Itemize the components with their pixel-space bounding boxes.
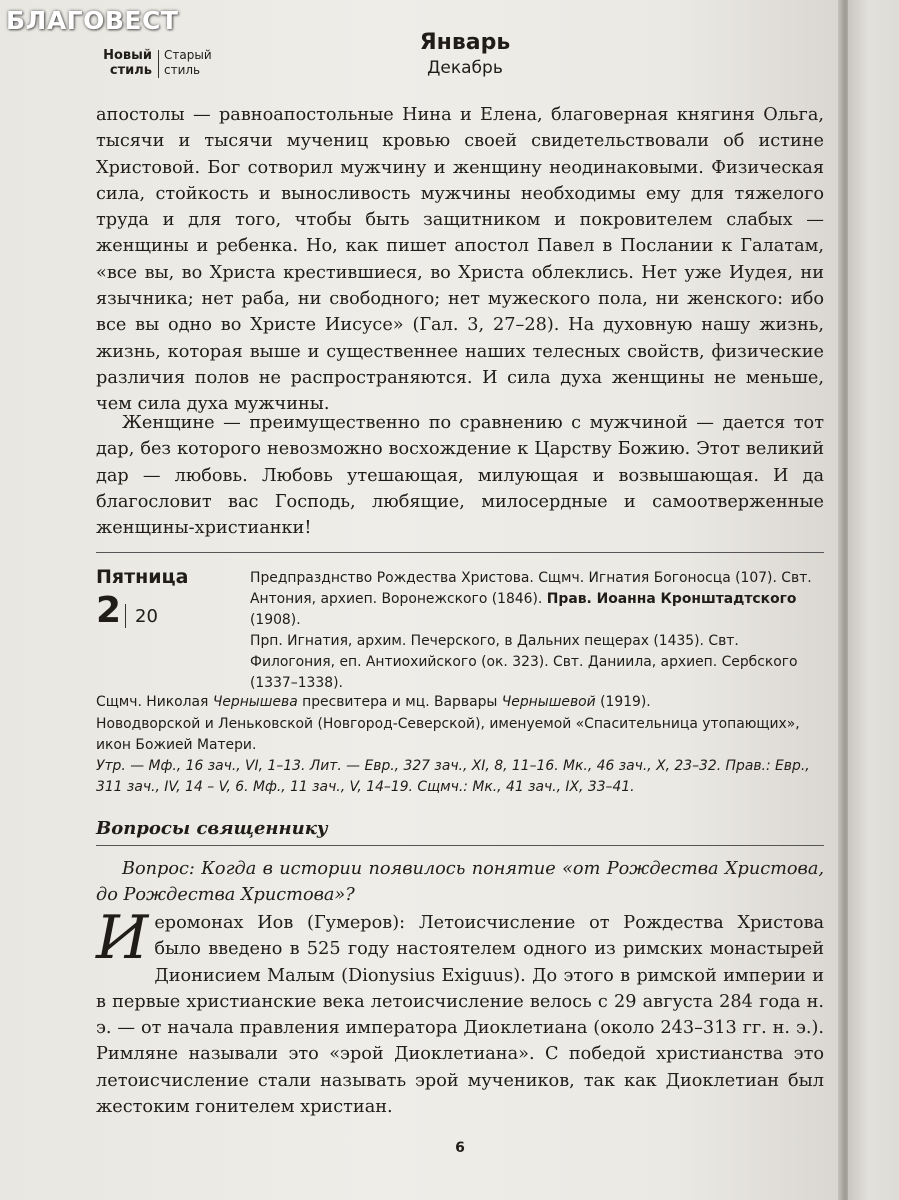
day-old-style: 20 xyxy=(135,606,158,627)
section-heading: Вопросы священнику xyxy=(96,818,328,839)
day-divider xyxy=(125,604,126,628)
paragraph-2: Женщине — преимущественно по сравнению с мужчиной — дается тот дар, без которого невозможно восхождение к Царству Божию. Этот великий дар — любовь. Любовь утешающая, милующая и возвышающая. И да благословит вас Господь, любящие, милосердные и самоотверженные женщины-христианки! xyxy=(96,413,824,539)
page-number: 6 xyxy=(455,1140,465,1156)
answer-body: еромонах Иов (Гумеров): Летоисчисление от Рождества Христова было введено в 525 году настоятелем одного из римских монастырей Дионисием Малым (Dionysius Exiguus). До этого в римской империи и в первые христианские века летоисчисление велось с 29 августа 284 года н. э. — от начала правления императора Диоклетиана (около 243–313 гг. н. э.). Римляне называли это «эрой Диоклетиана». С победой христианства это летоисчисление стали называть эрой мучеников, так как Диоклетиан был жестоким гонителем христиан. xyxy=(96,913,824,1118)
drop-cap: И xyxy=(96,903,149,973)
feast-text: пресвитера и мц. Варвары xyxy=(297,694,502,710)
readings: Утр. — Мф., 16 зач., VI, 1–13. Лит. — Евр., 327 зач., XI, 8, 11–16. Мк., 46 зач., X, 23–32. Прав.: Евр., 311 зач., IV, 14 – V, 6. Мф., 11 зач., V, 14–19. Сщмч.: Мк., 41 зач., IX, 33–41. xyxy=(96,758,810,795)
new-style-label: Новый стиль xyxy=(103,48,152,78)
feast-name-italic: Чернышева xyxy=(212,694,298,710)
feast-highlight: Прав. Иоанна Кронштадтского xyxy=(546,591,797,607)
feast-text: (1919). xyxy=(595,694,651,710)
day-number: 2 xyxy=(96,590,122,631)
feast-name-italic: Чернышевой xyxy=(501,694,596,710)
answer-text xyxy=(96,903,824,1120)
adjacent-page-edge xyxy=(848,0,899,1200)
watermark-logo: БЛАГОВЕСТ xyxy=(6,6,179,35)
paragraph-1: апостолы — равноапостольные Нина и Елена, благоверная княгиня Ольга, тысячи и тысячи мучениц кровью своей свидетельствовали об истине Христовой. Бог сотворил мужчину и женщину неодинаковыми. Физическая сила, стойкость и выносливость мужчины необходимы ему для тяжелого труда и для того, чтобы быть защитником и покровителем слабых — женщины и ребенка. Но, как пишет апостол Павел в Послании к Галатам, «все вы, во Христа крестившиеся, во Христа облеклись. Нет уже Иудея, ни язычника; нет раба, ни свободного; нет мужеского пола, ни женского: ибо все вы одно во Христе Иисусе» (Гал. 3, 27–28). На духовную нашу жизнь, жизнь, которая выше и существеннее наших телесных свойств, физические различия полов не распространяются. И сила духа женщины не меньше, чем сила духа мужчины. xyxy=(96,105,824,415)
feast-text: (1908). xyxy=(250,612,301,628)
feast-line-3 xyxy=(96,692,822,713)
style-divider xyxy=(158,50,159,78)
section-divider xyxy=(96,552,824,553)
section-heading-underline xyxy=(96,845,824,846)
feast-text: Предпразднство Рождества Христова. Сщмч. Игнатия Богоносца (107). Свт. Антония, архиеп. Воронежского (1846). xyxy=(250,570,812,607)
question-text: Вопрос: Когда в истории появилось понятие «от Рождества Христова, до Рождества Христова»? xyxy=(96,859,824,906)
old-style-label: Старый стиль xyxy=(164,48,212,77)
feast-line-2: Прп. Игнатия, архим. Печерского, в Дальних пещерах (1435). Свт. Филогония, еп. Антиохийского (ок. 323). Свт. Даниила, архиеп. Сербского (1337–1338). xyxy=(250,633,798,691)
feast-text: Сщмч. Николая xyxy=(96,694,213,710)
month-title: Январь xyxy=(419,30,511,55)
feast-line-4: Новодворской и Леньковской (Новгород-Северской), именуемой «Спасительница утопающих», икон Божией Матери. xyxy=(96,716,800,753)
month-subtitle: Декабрь xyxy=(427,58,503,78)
day-name: Пятница xyxy=(96,566,189,588)
feast-line-1 xyxy=(250,568,822,631)
